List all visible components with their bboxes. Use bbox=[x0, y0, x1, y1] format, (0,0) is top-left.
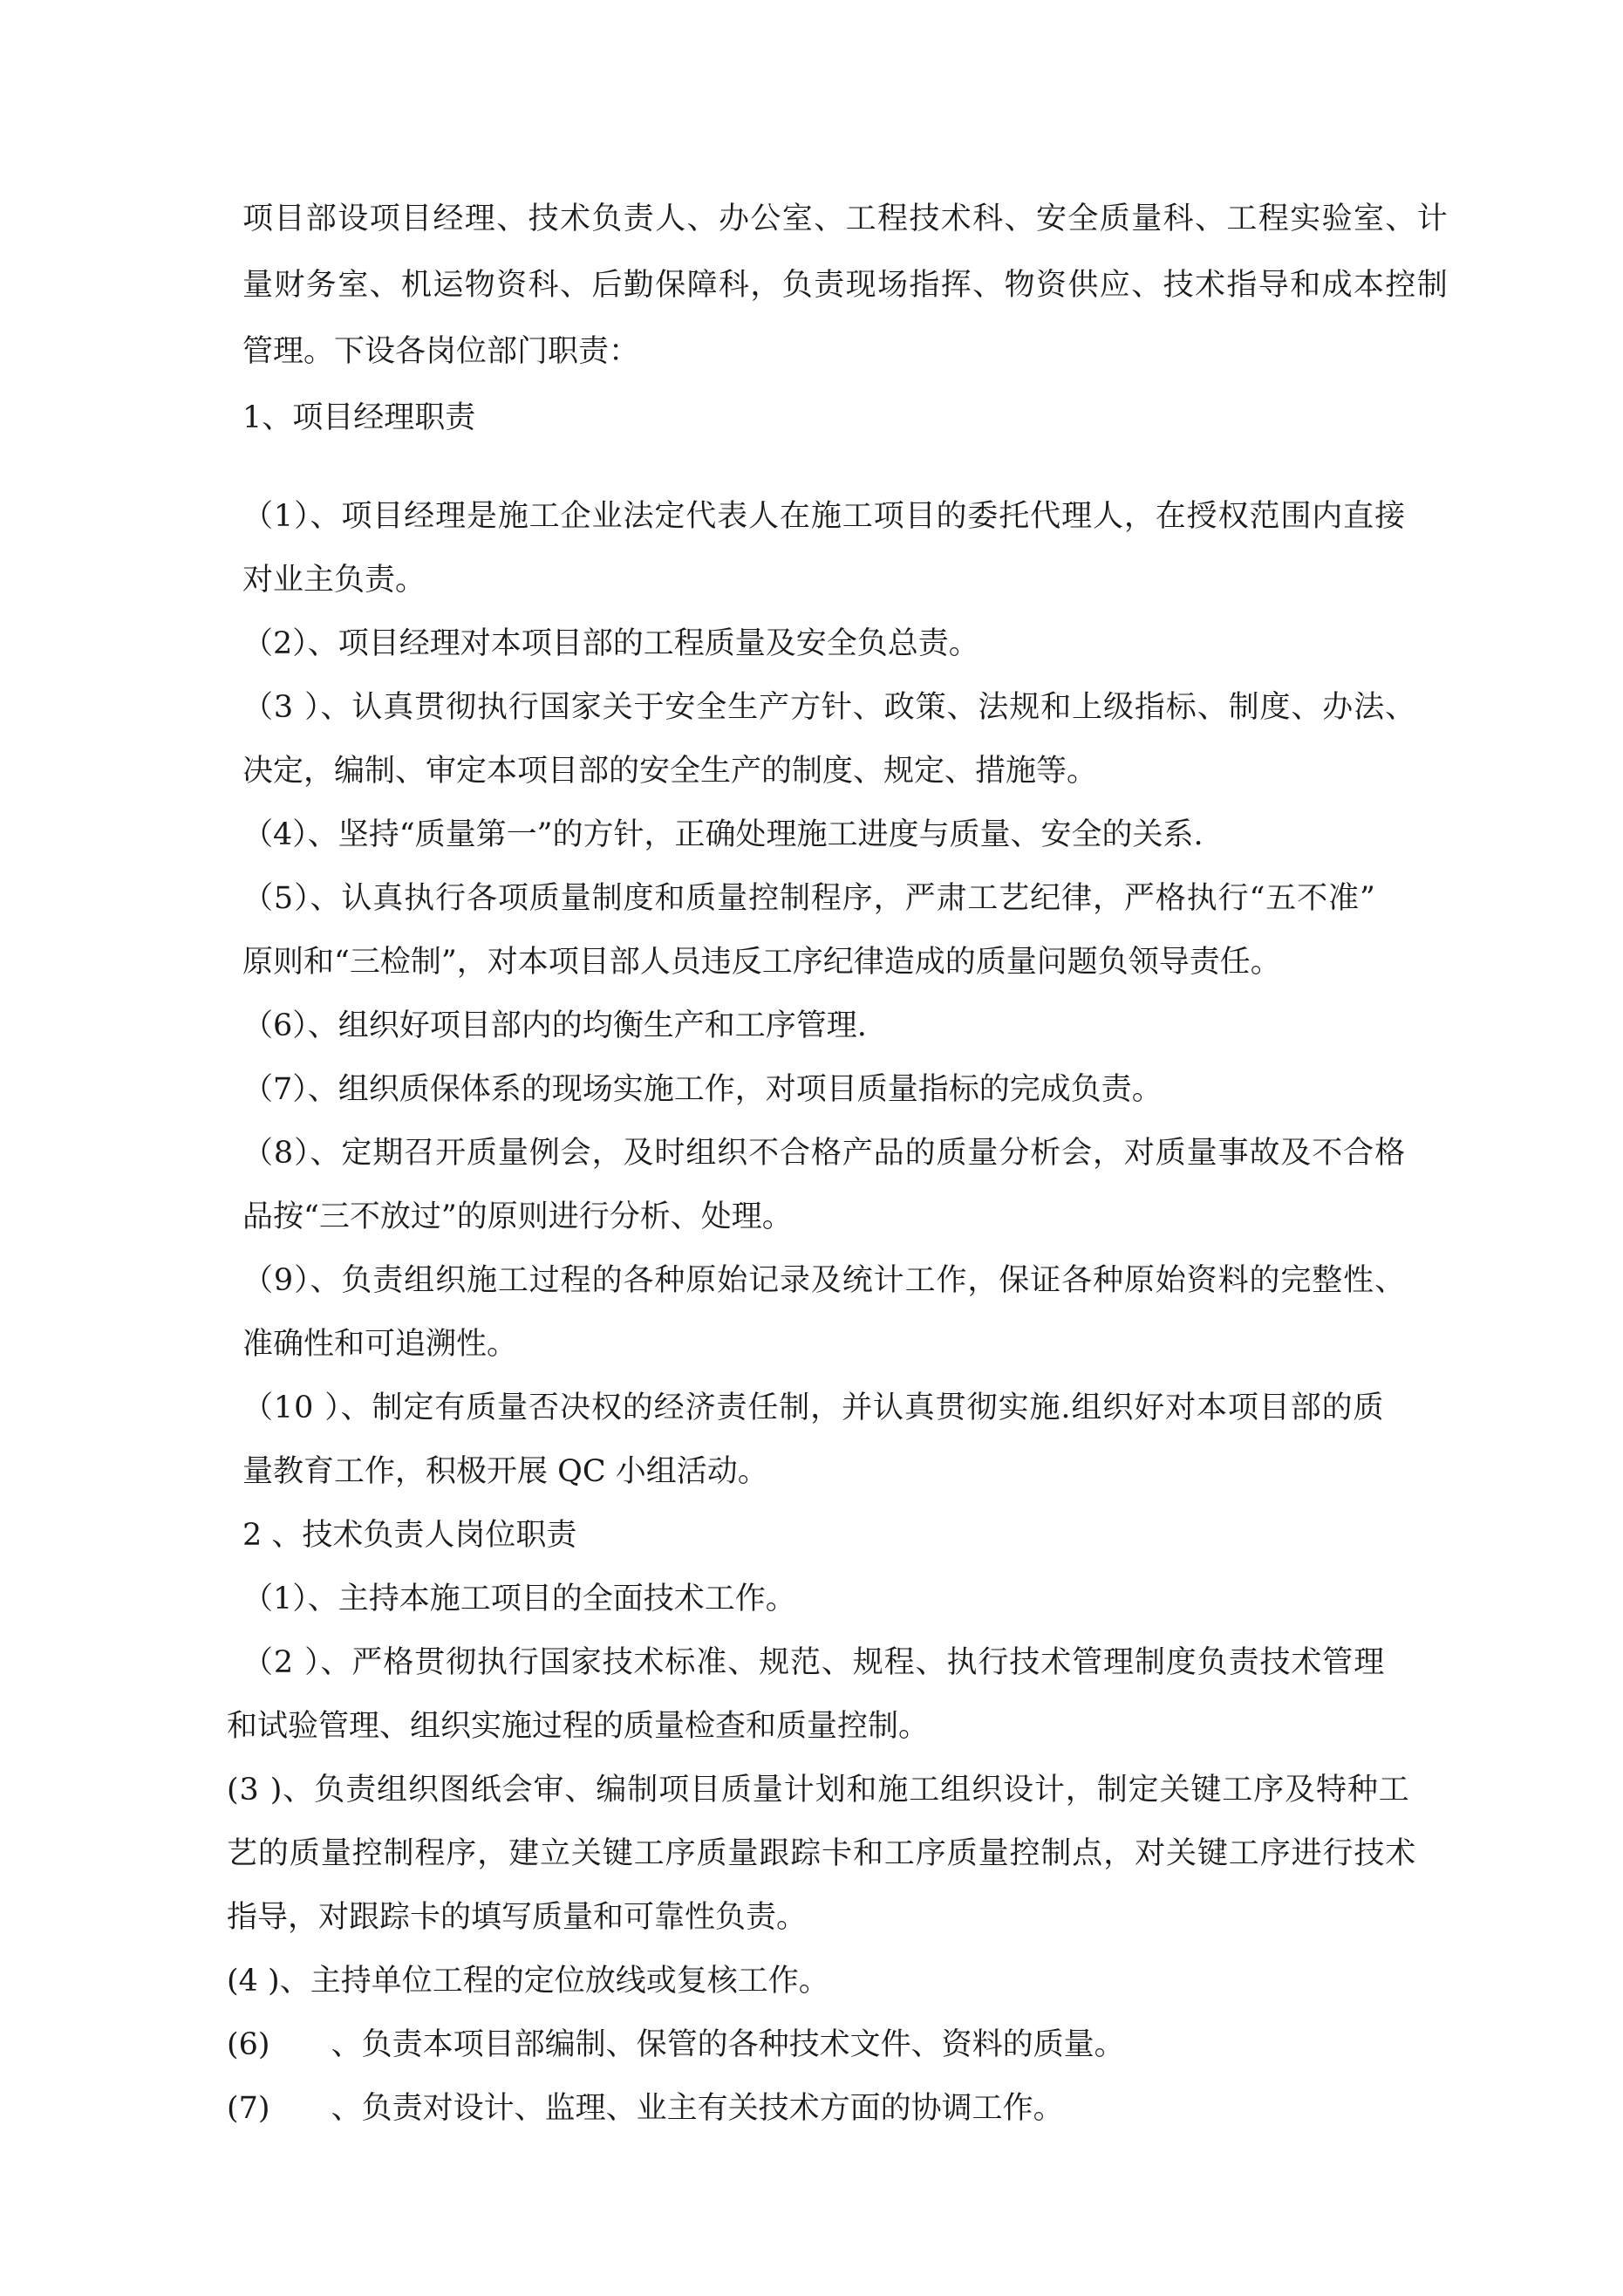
body-line: (7) 、负责对设计、监理、业主有关技术方面的协调工作。 bbox=[227, 2091, 1064, 2126]
body-line: 品按“三不放过”的原则进行分析、处理。 bbox=[242, 1199, 793, 1234]
body-line: （1）、主持本施工项目的全面技术工作。 bbox=[242, 1582, 796, 1616]
section-heading: 1、项目经理职责 bbox=[242, 400, 476, 435]
body-line: 艺的质量控制程序，建立关键工序质量跟踪卡和工序质量控制点，对关键工序进行技术 bbox=[227, 1836, 1417, 1871]
body-line: （2）、项目经理对本项目部的工程质量及安全负总责。 bbox=[242, 626, 979, 661]
body-line: 准确性和可追溯性。 bbox=[242, 1327, 518, 1362]
body-line: （10 ）、制定有质量否决权的经济责任制，并认真贯彻实施.组织好对本项目部的质 bbox=[242, 1391, 1385, 1425]
body-line: 原则和“三检制”，对本项目部人员违反工序纪律造成的质量问题负领导责任。 bbox=[242, 945, 1281, 980]
body-line: （7）、组织质保体系的现场实施工作，对项目质量指标的完成负责。 bbox=[242, 1072, 1163, 1107]
body-line: 和试验管理、组织实施过程的质量检查和质量控制。 bbox=[227, 1709, 930, 1744]
body-line: (6) 、负责本项目部编制、保管的各种技术文件、资料的质量。 bbox=[227, 2027, 1125, 2062]
body-line: (4 )、主持单位工程的定位放线或复核工作。 bbox=[227, 1964, 829, 1999]
body-line: （9）、负责组织施工过程的各种原始记录及统计工作，保证各种原始资料的完整性、 bbox=[242, 1263, 1406, 1298]
body-line: 量财务室、机运物资科、后勤保障科，负责现场指挥、物资供应、技术指导和成本控制 bbox=[242, 268, 1449, 303]
body-line: 决定，编制、审定本项目部的安全生产的制度、规定、措施等。 bbox=[242, 754, 1098, 789]
body-line: （5）、认真执行各项质量制度和质量控制程序，严肃工艺纪律，严格执行“五不准” bbox=[242, 881, 1376, 916]
body-line: （2 ）、严格贯彻执行国家技术标准、规范、规程、执行技术管理制度负责技术管理 bbox=[242, 1645, 1386, 1680]
body-line: 对业主负责。 bbox=[242, 563, 426, 598]
body-line: （3 ）、认真贯彻执行国家关于安全生产方针、政策、法规和上级指标、制度、办法、 bbox=[242, 690, 1416, 725]
body-line: （8）、定期召开质量例会，及时组织不合格产品的质量分析会，对质量事故及不合格 bbox=[242, 1136, 1406, 1171]
body-line: 管理。下设各岗位部门职责： bbox=[242, 334, 640, 369]
body-line: （4）、坚持“质量第一”的方针，正确处理施工进度与质量、安全的关系. bbox=[242, 817, 1204, 852]
body-line: 项目部设项目经理、技术负责人、办公室、工程技术科、安全质量科、工程实验室、计 bbox=[242, 202, 1449, 236]
body-line: （1）、项目经理是施工企业法定代表人在施工项目的委托代理人，在授权范围内直接 bbox=[242, 499, 1406, 534]
body-line: 量教育工作，积极开展 QC 小组活动。 bbox=[242, 1454, 768, 1489]
body-line: (3 )、负责组织图纸会审、编制项目质量计划和施工组织设计，制定关键工序及特种工 bbox=[227, 1773, 1410, 1807]
body-line: （6）、组织好项目部内的均衡生产和工序管理. bbox=[242, 1008, 867, 1043]
section-heading: 2 、技术负责人岗位职责 bbox=[242, 1518, 577, 1553]
body-line: 指导，对跟踪卡的填写质量和可靠性负责。 bbox=[227, 1900, 808, 1935]
